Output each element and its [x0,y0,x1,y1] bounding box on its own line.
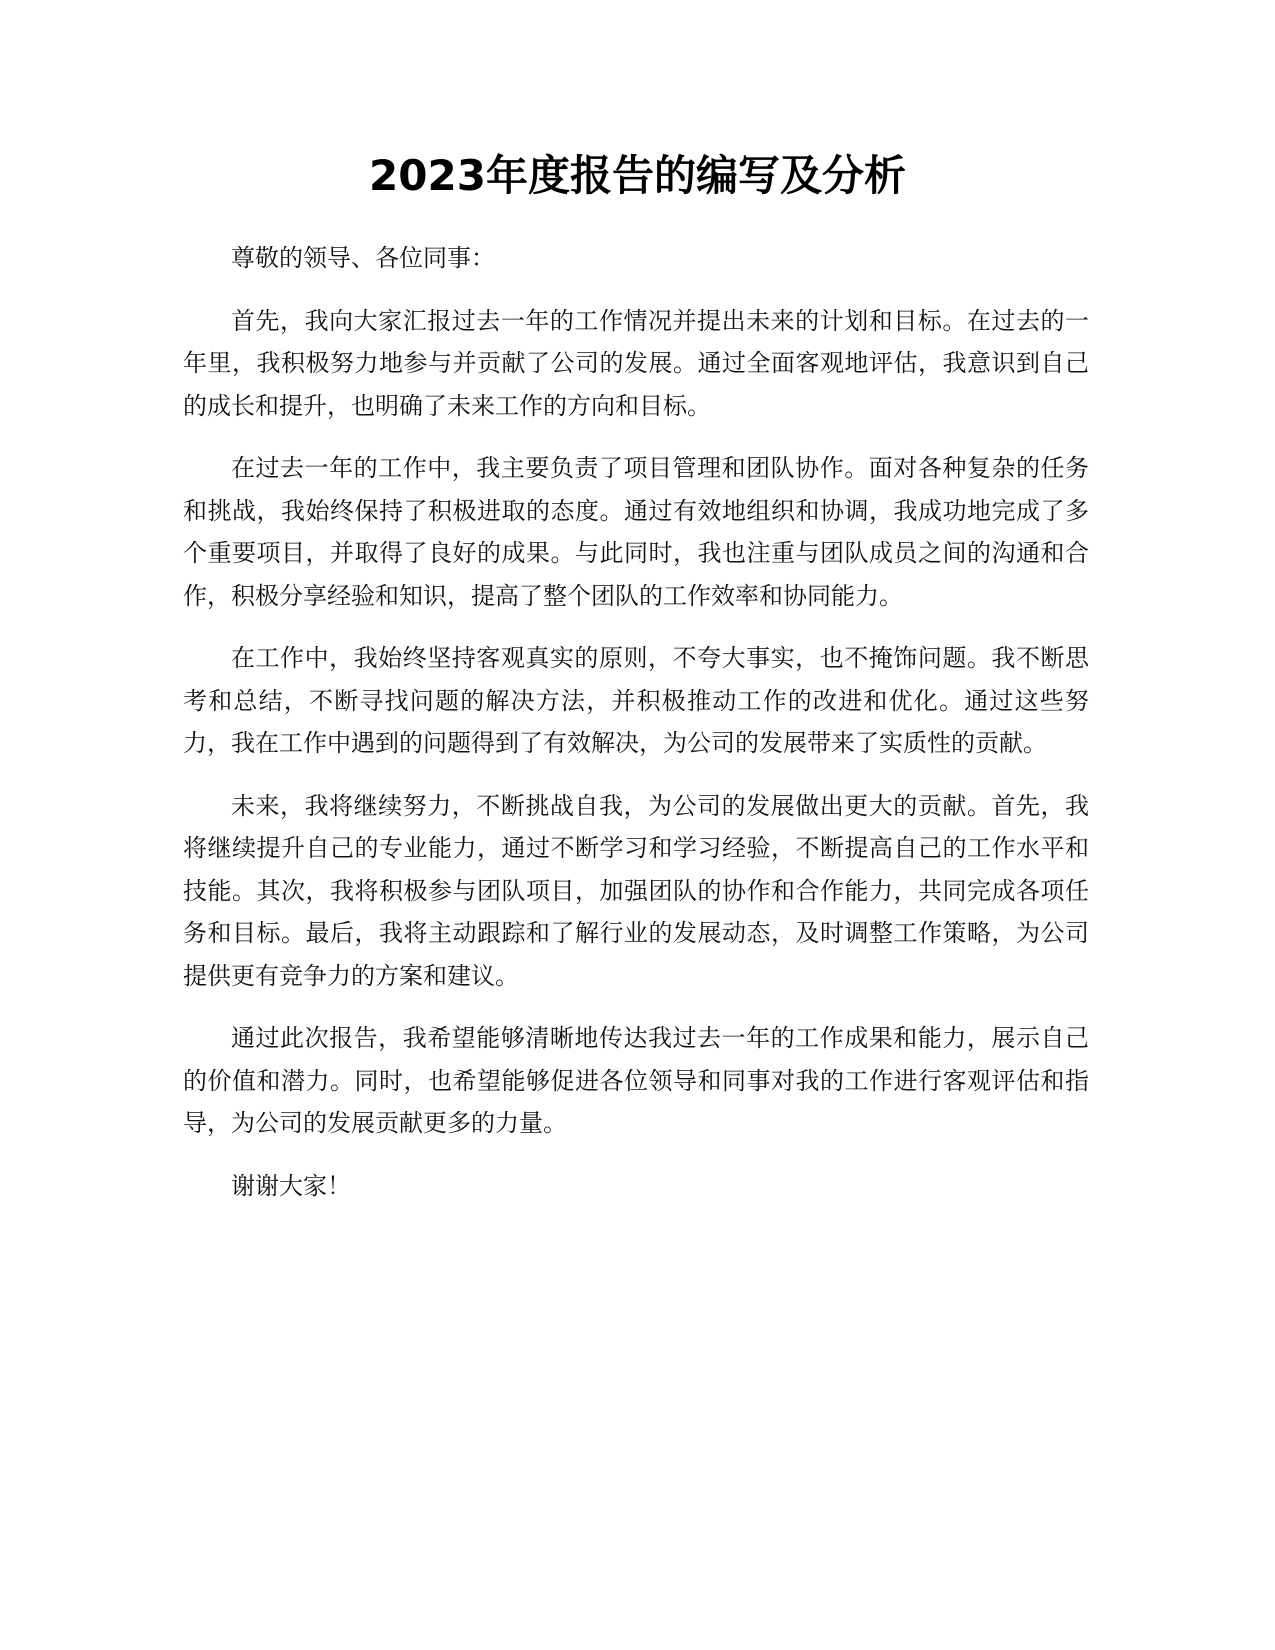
body-paragraph-principles: 在工作中，我始终坚持客观真实的原则，不夸大事实，也不掩饰问题。我不断思考和总结，不断寻找问题的解决方法，并积极推动工作的改进和优化。通过这些努力，我在工作中遇到的问题得到了有效解决，为公司的发展带来了实质性的贡献。 [183,644,1089,757]
body-paragraph-conclusion: 通过此次报告，我希望能够清晰地传达我过去一年的工作成果和能力，展示自己的价值和潜力。同时，也希望能够促进各位领导和同事对我的工作进行客观评估和指导，为公司的发展贡献更多的力量。 [183,1024,1089,1137]
greeting-paragraph: 尊敬的领导、各位同事： [231,244,495,272]
closing-paragraph: 谢谢大家！ [231,1171,351,1200]
document-body [183,237,1089,1227]
body-paragraph-intro: 首先，我向大家汇报过去一年的工作情况并提出未来的计划和目标。在过去的一年里，我积极努力地参与并贡献了公司的发展。通过全面客观地评估，我意识到自己的成长和提升，也明确了未来工作的方向和目标。 [183,306,1089,420]
body-paragraph-future: 未来，我将继续努力，不断挑战自我，为公司的发展做出更大的贡献。首先，我将继续提升自己的专业能力，通过不断学习和学习经验，不断提高自己的工作水平和技能。其次，我将积极参与团队项目，加强团队的协作和合作能力，共同完成各项任务和目标。最后，我将主动跟踪和了解行业的发展动态，及时调整工作策略，为公司提供更有竞争力的方案和建议。 [183,791,1089,990]
body-paragraph-work: 在过去一年的工作中，我主要负责了项目管理和团队协作。面对各种复杂的任务和挑战，我始终保持了积极进取的态度。通过有效地组织和协调，我成功地完成了多个重要项目，并取得了良好的成果。与此同时，我也注重与团队成员之间的沟通和合作，积极分享经验和知识，提高了整个团队的工作效率和协同能力。 [183,454,1089,610]
document-title: 2023年度报告的编写及分析 [369,151,906,200]
